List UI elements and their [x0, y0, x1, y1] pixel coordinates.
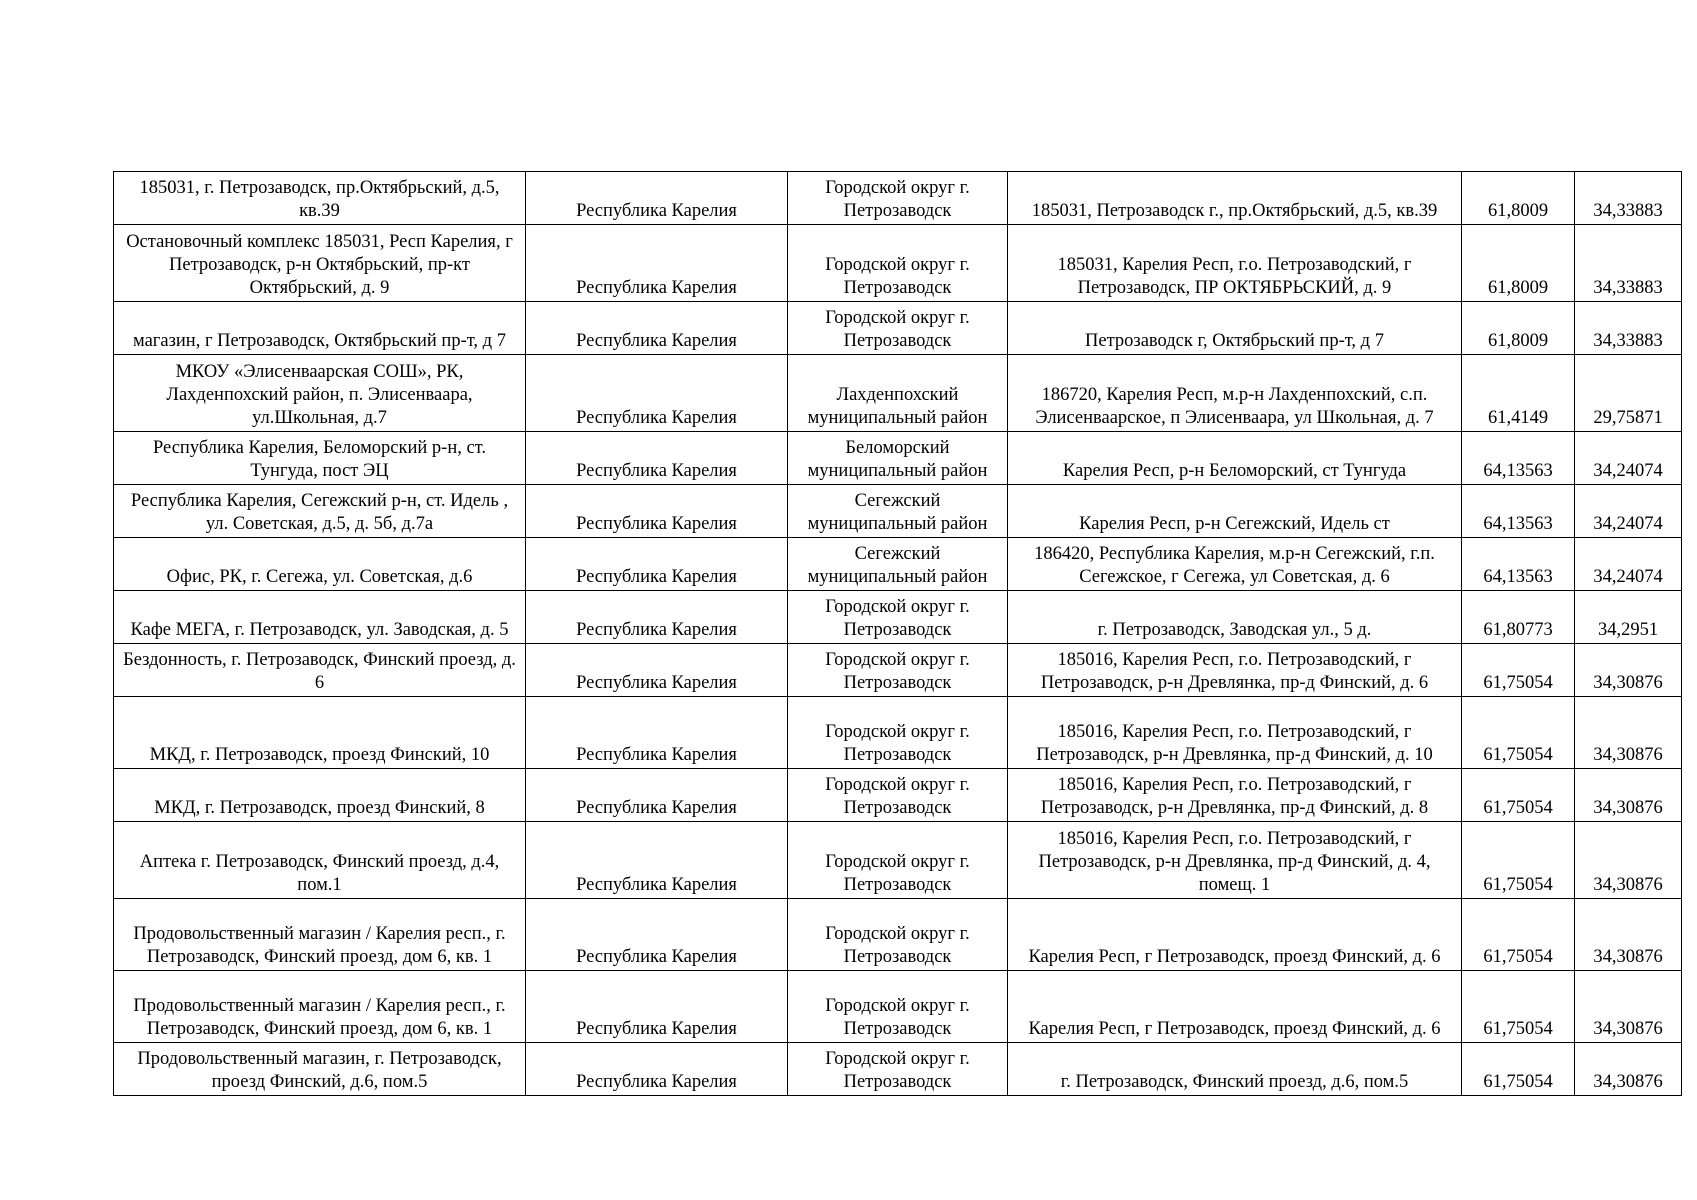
address-cell: Петрозаводск г, Октябрьский пр-т, д 7 [1008, 302, 1462, 355]
address-cell: Карелия Респ, г Петрозаводск, проезд Финский, д. 6 [1008, 971, 1462, 1043]
municipality-cell: Городской округ г. Петрозаводск [788, 591, 1008, 644]
municipality-cell: Городской округ г. Петрозаводск [788, 172, 1008, 225]
latitude-cell: 61,75054 [1462, 644, 1575, 697]
longitude-cell: 34,30876 [1575, 971, 1682, 1043]
object-cell: МКОУ «Элисенваарская СОШ», РК, Лахденпохский район, п. Элисенваара, ул.Школьная, д.7 [114, 355, 526, 432]
object-cell: Республика Карелия, Беломорский р-н, ст. Тунгуда, пост ЭЦ [114, 432, 526, 485]
table-row [114, 899, 1682, 971]
table-row [114, 644, 1682, 697]
longitude-cell: 34,33883 [1575, 172, 1682, 225]
region-cell: Республика Карелия [526, 591, 788, 644]
object-cell: МКД, г. Петрозаводск, проезд Финский, 10 [114, 697, 526, 769]
object-cell: магазин, г Петрозаводск, Октябрьский пр-т, д 7 [114, 302, 526, 355]
address-cell: 186720, Карелия Респ, м.р-н Лахденпохский, с.п. Элисенваарское, п Элисенваара, ул Школьная, д. 7 [1008, 355, 1462, 432]
latitude-cell: 61,4149 [1462, 355, 1575, 432]
municipality-cell: Городской округ г. Петрозаводск [788, 302, 1008, 355]
region-cell: Республика Карелия [526, 822, 788, 899]
object-cell: Республика Карелия, Сегежский р-н, ст. Идель , ул. Советская, д.5, д. 5б, д.7а [114, 485, 526, 538]
latitude-cell: 61,75054 [1462, 1043, 1575, 1096]
municipality-cell: Сегежский муниципальный район [788, 485, 1008, 538]
latitude-cell: 61,8009 [1462, 302, 1575, 355]
municipality-cell: Сегежский муниципальный район [788, 538, 1008, 591]
municipality-cell: Городской округ г. Петрозаводск [788, 769, 1008, 822]
address-cell: 185016, Карелия Респ, г.о. Петрозаводский, г Петрозаводск, р-н Древлянка, пр-д Финский, д. 8 [1008, 769, 1462, 822]
table-row [114, 1043, 1682, 1096]
longitude-cell: 34,24074 [1575, 538, 1682, 591]
region-cell: Республика Карелия [526, 971, 788, 1043]
table-row [114, 971, 1682, 1043]
table-row [114, 225, 1682, 302]
object-cell: Бездонность, г. Петрозаводск, Финский проезд, д. 6 [114, 644, 526, 697]
address-cell: 185031, Петрозаводск г., пр.Октябрьский, д.5, кв.39 [1008, 172, 1462, 225]
address-cell: Карелия Респ, р-н Беломорский, ст Тунгуда [1008, 432, 1462, 485]
address-cell: 185016, Карелия Респ, г.о. Петрозаводский, г Петрозаводск, р-н Древлянка, пр-д Финский, д. 10 [1008, 697, 1462, 769]
latitude-cell: 61,8009 [1462, 225, 1575, 302]
object-cell: Продовольственный магазин / Карелия респ., г. Петрозаводск, Финский проезд, дом 6, кв. 1 [114, 899, 526, 971]
latitude-cell: 61,75054 [1462, 769, 1575, 822]
table-row [114, 591, 1682, 644]
object-cell: Офис, РК, г. Сегежа, ул. Советская, д.6 [114, 538, 526, 591]
address-cell: г. Петрозаводск, Финский проезд, д.6, пом.5 [1008, 1043, 1462, 1096]
latitude-cell: 61,75054 [1462, 697, 1575, 769]
region-cell: Республика Карелия [526, 432, 788, 485]
region-cell: Республика Карелия [526, 302, 788, 355]
municipality-cell: Городской округ г. Петрозаводск [788, 644, 1008, 697]
latitude-cell: 61,8009 [1462, 172, 1575, 225]
address-cell: 186420, Республика Карелия, м.р-н Сегежский, г.п. Сегежское, г Сегежа, ул Советская, д. 6 [1008, 538, 1462, 591]
region-cell: Республика Карелия [526, 172, 788, 225]
latitude-cell: 61,75054 [1462, 822, 1575, 899]
region-cell: Республика Карелия [526, 644, 788, 697]
address-cell: Карелия Респ, г Петрозаводск, проезд Финский, д. 6 [1008, 899, 1462, 971]
municipality-cell: Городской округ г. Петрозаводск [788, 1043, 1008, 1096]
address-cell: Карелия Респ, р-н Сегежский, Идель ст [1008, 485, 1462, 538]
longitude-cell: 34,24074 [1575, 485, 1682, 538]
latitude-cell: 64,13563 [1462, 538, 1575, 591]
region-cell: Республика Карелия [526, 225, 788, 302]
object-cell: Продовольственный магазин / Карелия респ., г. Петрозаводск, Финский проезд, дом 6, кв. 1 [114, 971, 526, 1043]
table-row [114, 697, 1682, 769]
latitude-cell: 64,13563 [1462, 485, 1575, 538]
latitude-cell: 64,13563 [1462, 432, 1575, 485]
longitude-cell: 34,33883 [1575, 302, 1682, 355]
municipality-cell: Городской округ г. Петрозаводск [788, 971, 1008, 1043]
address-cell: 185016, Карелия Респ, г.о. Петрозаводский, г Петрозаводск, р-н Древлянка, пр-д Финский, д. 6 [1008, 644, 1462, 697]
address-cell: 185031, Карелия Респ, г.о. Петрозаводский, г Петрозаводск, ПР ОКТЯБРЬСКИЙ, д. 9 [1008, 225, 1462, 302]
region-cell: Республика Карелия [526, 769, 788, 822]
longitude-cell: 34,30876 [1575, 899, 1682, 971]
longitude-cell: 34,30876 [1575, 644, 1682, 697]
address-cell: 185016, Карелия Респ, г.о. Петрозаводский, г Петрозаводск, р-н Древлянка, пр-д Финский, д. 4, помещ. 1 [1008, 822, 1462, 899]
region-cell: Республика Карелия [526, 697, 788, 769]
object-cell: Продовольственный магазин, г. Петрозаводск, проезд Финский, д.6, пом.5 [114, 1043, 526, 1096]
latitude-cell: 61,80773 [1462, 591, 1575, 644]
latitude-cell: 61,75054 [1462, 971, 1575, 1043]
locations-table [113, 171, 1682, 1096]
address-cell: г. Петрозаводск, Заводская ул., 5 д. [1008, 591, 1462, 644]
table-row [114, 485, 1682, 538]
table-row [114, 432, 1682, 485]
municipality-cell: Беломорский муниципальный район [788, 432, 1008, 485]
document-sheet [113, 171, 1681, 1096]
table-row [114, 538, 1682, 591]
municipality-cell: Городской округ г. Петрозаводск [788, 822, 1008, 899]
longitude-cell: 34,33883 [1575, 225, 1682, 302]
object-cell: Аптека г. Петрозаводск, Финский проезд, д.4, пом.1 [114, 822, 526, 899]
longitude-cell: 34,30876 [1575, 697, 1682, 769]
table-row [114, 822, 1682, 899]
longitude-cell: 34,24074 [1575, 432, 1682, 485]
municipality-cell: Городской округ г. Петрозаводск [788, 899, 1008, 971]
table-row [114, 355, 1682, 432]
municipality-cell: Городской округ г. Петрозаводск [788, 225, 1008, 302]
longitude-cell: 34,2951 [1575, 591, 1682, 644]
longitude-cell: 34,30876 [1575, 822, 1682, 899]
table-row [114, 172, 1682, 225]
municipality-cell: Лахденпохский муниципальный район [788, 355, 1008, 432]
object-cell: Остановочный комплекс 185031, Респ Карелия, г Петрозаводск, р-н Октябрьский, пр-кт Октябрьский, д. 9 [114, 225, 526, 302]
object-cell: Кафе МЕГА, г. Петрозаводск, ул. Заводская, д. 5 [114, 591, 526, 644]
region-cell: Республика Карелия [526, 538, 788, 591]
longitude-cell: 34,30876 [1575, 769, 1682, 822]
table-row [114, 302, 1682, 355]
table-row [114, 769, 1682, 822]
object-cell: МКД, г. Петрозаводск, проезд Финский, 8 [114, 769, 526, 822]
longitude-cell: 29,75871 [1575, 355, 1682, 432]
latitude-cell: 61,75054 [1462, 899, 1575, 971]
longitude-cell: 34,30876 [1575, 1043, 1682, 1096]
municipality-cell: Городской округ г. Петрозаводск [788, 697, 1008, 769]
region-cell: Республика Карелия [526, 899, 788, 971]
region-cell: Республика Карелия [526, 485, 788, 538]
object-cell: 185031, г. Петрозаводск, пр.Октябрьский, д.5, кв.39 [114, 172, 526, 225]
region-cell: Республика Карелия [526, 1043, 788, 1096]
region-cell: Республика Карелия [526, 355, 788, 432]
